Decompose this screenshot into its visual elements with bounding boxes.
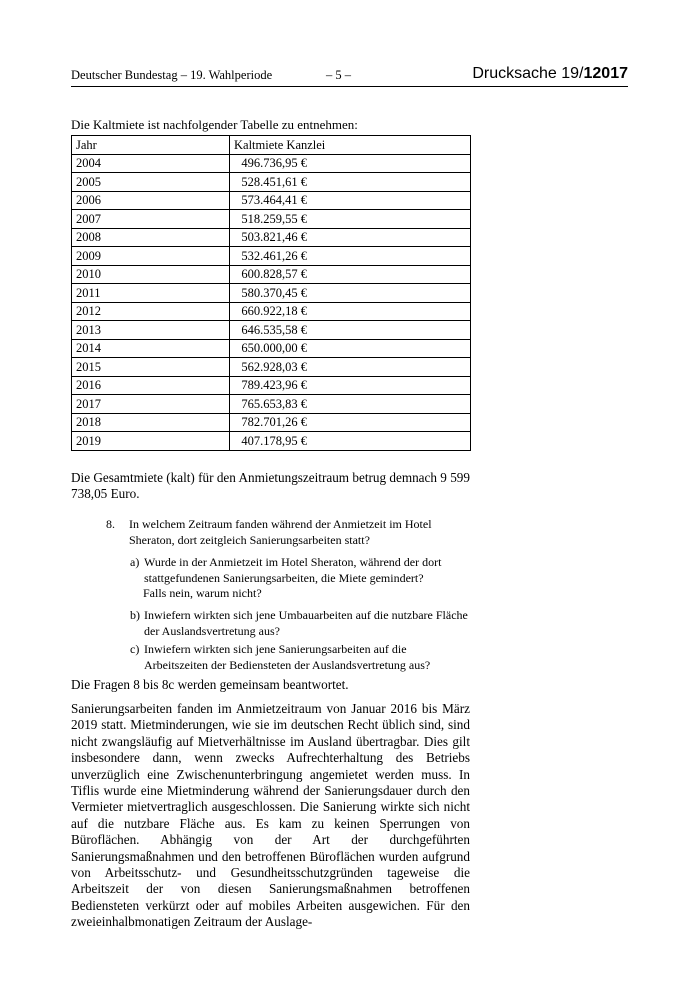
question-number: 8.	[106, 517, 115, 531]
sub-question-label: a)	[130, 555, 140, 569]
rent-value: 580.370,45 €	[241, 285, 307, 300]
table-row	[72, 395, 471, 414]
rent-cell	[230, 302, 471, 321]
rent-value: 789.423,96 €	[241, 378, 307, 393]
question-note: Falls nein, warum nicht?	[143, 586, 262, 600]
document-label: Drucksache	[472, 65, 557, 82]
table-row	[72, 413, 471, 432]
combined-answer-note: Die Fragen 8 bis 8c werden gemeinsam beantwortet.	[71, 677, 349, 692]
rent-table	[71, 135, 471, 451]
table-row	[72, 321, 471, 340]
year-cell: 2011	[72, 284, 230, 303]
year-cell: 2006	[72, 191, 230, 210]
rent-cell	[230, 210, 471, 229]
sub-question-label: b)	[130, 608, 140, 622]
rent-value: 496.736,95 €	[241, 156, 307, 171]
rent-cell	[230, 191, 471, 210]
rent-cell	[230, 339, 471, 358]
answer-paragraph: Sanierungsarbeiten fanden im Anmietzeitraum von Januar 2016 bis März 2019 statt. Mietminderungen, wie sie im deutschen Recht üblich sind, sind nicht zwangsläufig auf Mietverhältnisse im Ausland übertragbar. Dies gilt insbesondere dann, wenn zwecks Aufrechterhaltung des Betriebs unverzüglich eine Zwischenunterbringung angemietet werden muss. In Tiflis wurde eine Mietminderung während der Sanierungsdauer durch den Vermieter mietvertraglich ausgeschlossen. Die Sanierung wirkte sich nicht auf die nutzbare Fläche aus. Es kam zu keinen Sperrungen von Büroflächen. Abhängig von der Art der durchgeführten Sanierungsmaßnahmen und den betroffenen Büroflächen wurden aufgrund von Arbeitsschutz- und Gesundheitsschutzgründen tageweise die Arbeitszeit der von diesen Sanierungsmaßnahmen betroffenen Bediensteten verkürzt oder auf mobiles Arbeiten ausgewichen. Für den zweieinhalbmonatigen Zeitraum der Auslage-	[71, 701, 470, 930]
table-row	[72, 284, 471, 303]
column-header-rent: Kaltmiete Kanzlei	[230, 136, 471, 155]
rent-cell	[230, 247, 471, 266]
table-row	[72, 265, 471, 284]
rent-value: 407.178,95 €	[241, 433, 307, 448]
sub-question-text: Wurde in der Anmietzeit im Hotel Sheraton, während der dort stattgefundenen Sanierungsarbeiten, die Miete gemindert?	[144, 555, 442, 585]
year-cell: 2008	[72, 228, 230, 247]
rent-cell	[230, 358, 471, 377]
table-intro: Die Kaltmiete ist nachfolgender Tabelle zu entnehmen:	[71, 117, 358, 132]
rent-value: 600.828,57 €	[241, 267, 307, 282]
table-row	[72, 173, 471, 192]
rent-cell	[230, 376, 471, 395]
document-id: 12017	[583, 65, 628, 82]
table-row	[72, 210, 471, 229]
table-row	[72, 247, 471, 266]
rent-value: 782.701,26 €	[241, 415, 307, 430]
table-row	[72, 376, 471, 395]
table-row	[72, 154, 471, 173]
year-cell: 2013	[72, 321, 230, 340]
sub-question-label: c)	[130, 642, 140, 656]
table-row	[72, 228, 471, 247]
table-row	[72, 358, 471, 377]
table-row	[72, 339, 471, 358]
sub-question-b	[130, 608, 470, 639]
rent-value: 503.821,46 €	[241, 230, 307, 245]
sub-question-c	[130, 642, 470, 673]
rent-cell	[230, 395, 471, 414]
question-text: In welchem Zeitraum fanden während der Anmietzeit im Hotel Sheraton, dort zeitgleich Sanierungsarbeiten statt?	[129, 517, 432, 547]
rent-value: 573.464,41 €	[241, 193, 307, 208]
page-number: – 5 –	[326, 68, 351, 82]
year-cell: 2009	[72, 247, 230, 266]
rent-value: 562.928,03 €	[241, 359, 307, 374]
table-row	[72, 432, 471, 451]
header-publication: Deutscher Bundestag – 19. Wahlperiode	[71, 68, 273, 82]
table-header-row	[72, 136, 471, 155]
year-cell: 2007	[72, 210, 230, 229]
year-cell: 2016	[72, 376, 230, 395]
rent-value: 532.461,26 €	[241, 248, 307, 263]
column-header-year: Jahr	[72, 136, 230, 155]
sub-question-a	[130, 555, 470, 586]
rent-value: 518.259,55 €	[241, 211, 307, 226]
table-row	[72, 302, 471, 321]
document-period: 19/	[561, 65, 584, 82]
year-cell: 2019	[72, 432, 230, 451]
year-cell: 2010	[72, 265, 230, 284]
year-cell: 2015	[72, 358, 230, 377]
rent-cell	[230, 413, 471, 432]
rent-cell	[230, 284, 471, 303]
rent-value: 660.922,18 €	[241, 304, 307, 319]
rent-cell	[230, 173, 471, 192]
page-header	[71, 66, 628, 87]
document-number	[472, 65, 628, 83]
rent-value: 650.000,00 €	[241, 341, 307, 356]
year-cell: 2018	[72, 413, 230, 432]
table-row	[72, 191, 471, 210]
rent-cell	[230, 265, 471, 284]
rent-cell	[230, 321, 471, 340]
rent-cell	[230, 154, 471, 173]
year-cell: 2005	[72, 173, 230, 192]
sub-question-text: Inwiefern wirkten sich jene Umbauarbeiten auf die nutzbare Fläche der Auslandsvertretung aus?	[144, 608, 468, 638]
rent-value: 528.451,61 €	[241, 174, 307, 189]
total-rent-paragraph: Die Gesamtmiete (kalt) für den Anmietungszeitraum betrug demnach 9 599 738,05 Euro.	[71, 470, 470, 502]
year-cell: 2014	[72, 339, 230, 358]
year-cell: 2012	[72, 302, 230, 321]
rent-cell	[230, 432, 471, 451]
sub-question-text: Inwiefern wirkten sich jene Sanierungsarbeiten auf die Arbeitszeiten der Bediensteten der Auslandsvertretung aus?	[144, 642, 431, 672]
rent-value: 765.653,83 €	[241, 396, 307, 411]
rent-value: 646.535,58 €	[241, 322, 307, 337]
year-cell: 2017	[72, 395, 230, 414]
year-cell: 2004	[72, 154, 230, 173]
rent-cell	[230, 228, 471, 247]
